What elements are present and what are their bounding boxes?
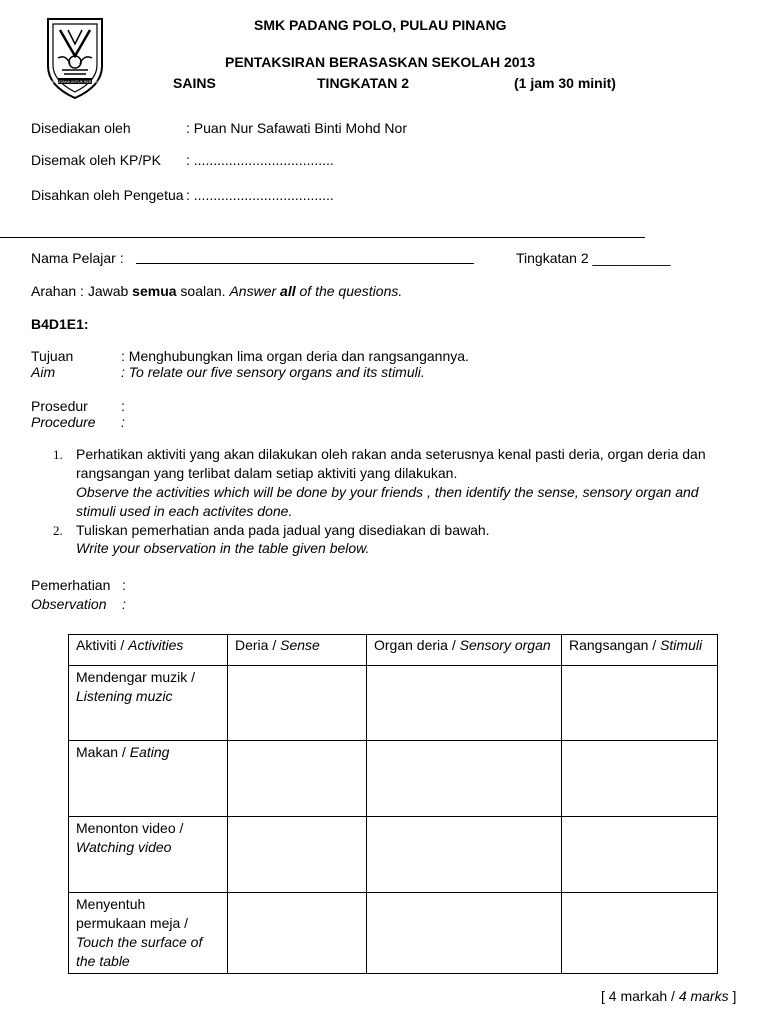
question-code: B4D1E1:	[31, 316, 89, 332]
procedure-colon: :	[121, 398, 125, 414]
form-label: TINGKATAN 2	[317, 75, 410, 91]
step-2-line-1: Tuliskan pemerhatian anda pada jadual yang disediakan di bawah.	[76, 522, 490, 538]
observation-colon-en: :	[122, 596, 126, 612]
student-form-label: Tingkatan 2 __________	[516, 250, 671, 266]
step-number: 1.	[53, 447, 63, 462]
organ-answer-cell[interactable]	[367, 893, 562, 974]
prepared-by-label: Disediakan oleh	[31, 120, 131, 136]
stimuli-answer-cell[interactable]	[562, 817, 718, 893]
activity-cell: Makan / Eating	[69, 741, 228, 817]
step-1-line-1: Perhatikan aktiviti yang akan dilakukan oleh rakan anda seterusnya kenal pasti deria, organ deria dan	[76, 446, 706, 462]
table-row	[69, 741, 718, 817]
activity-cell: Menyentuh permukaan meja / Touch the surface of the table	[69, 893, 228, 974]
step-1-line-4: stimuli used in each activites done.	[76, 503, 293, 519]
marks-label: [ 4 markah / 4 marks ]	[601, 988, 737, 1004]
activity-cell: Menonton video / Watching video	[69, 817, 228, 893]
step-1-line-3: Observe the activities which will be done by your friends , then identify the sense, sensory organ and	[76, 484, 699, 500]
header-activities: Aktiviti / Activities	[69, 635, 228, 666]
student-name-label: Nama Pelajar :	[31, 250, 124, 266]
procedure-label-en: Procedure	[31, 414, 96, 430]
school-name: SMK PADANG POLO, PULAU PINANG	[254, 17, 507, 33]
aim-text: : Menghubungkan lima organ deria dan rangsangannya.	[121, 348, 469, 364]
observation-colon: :	[122, 577, 126, 593]
procedure-colon-en: :	[121, 414, 125, 430]
header-stimuli: Rangsangan / Stimuli	[562, 635, 718, 666]
duration-label: (1 jam 30 minit)	[514, 75, 616, 91]
table-header-row	[69, 635, 718, 666]
header-sense: Deria / Sense	[228, 635, 367, 666]
activity-cell: Mendengar muzik / Listening muzic	[69, 666, 228, 741]
sense-answer-cell[interactable]	[228, 741, 367, 817]
table-row	[69, 893, 718, 974]
sense-answer-cell[interactable]	[228, 666, 367, 741]
school-crest-logo	[44, 16, 106, 100]
observation-label-en: Observation	[31, 596, 107, 612]
prepared-by-value: : Puan Nur Safawati Binti Mohd Nor	[186, 120, 407, 136]
checked-by-value: : ....................................	[186, 152, 334, 168]
section-divider	[0, 237, 645, 238]
stimuli-answer-cell[interactable]	[562, 741, 718, 817]
aim-label-en: Aim	[31, 364, 56, 380]
sense-answer-cell[interactable]	[228, 893, 367, 974]
step-number: 2.	[53, 523, 63, 538]
organ-answer-cell[interactable]	[367, 666, 562, 741]
organ-answer-cell[interactable]	[367, 817, 562, 893]
stimuli-answer-cell[interactable]	[562, 666, 718, 741]
aim-label: Tujuan	[31, 348, 74, 364]
procedure-label: Prosedur	[31, 398, 88, 414]
observation-table	[68, 634, 718, 974]
step-1-line-2: rangsangan yang terlibat dalam setiap aktiviti yang dilakukan.	[76, 465, 458, 481]
step-2-line-2: Write your observation in the table given below.	[76, 540, 370, 556]
header-sensory-organ: Organ deria / Sensory organ	[367, 635, 562, 666]
student-name-line	[136, 263, 474, 264]
sense-answer-cell[interactable]	[228, 817, 367, 893]
assessment-title: PENTAKSIRAN BERASASKAN SEKOLAH 2013	[225, 54, 536, 70]
table-row	[69, 817, 718, 893]
approved-by-value: : ....................................	[186, 187, 334, 203]
table-row	[69, 666, 718, 741]
observation-label: Pemerhatian	[31, 577, 111, 593]
stimuli-answer-cell[interactable]	[562, 893, 718, 974]
approved-by-label: Disahkan oleh Pengetua	[31, 187, 184, 203]
logo-motto: BERUSAHA UNTUK BERJAYA	[50, 80, 100, 84]
checked-by-label: Disemak oleh KP/PK	[31, 152, 161, 168]
instructions: Arahan : Jawab semua soalan. Answer all of the questions.	[31, 283, 403, 299]
organ-answer-cell[interactable]	[367, 741, 562, 817]
aim-text-en: : To relate our five sensory organs and its stimuli.	[121, 364, 425, 380]
subject-label: SAINS	[173, 75, 216, 91]
